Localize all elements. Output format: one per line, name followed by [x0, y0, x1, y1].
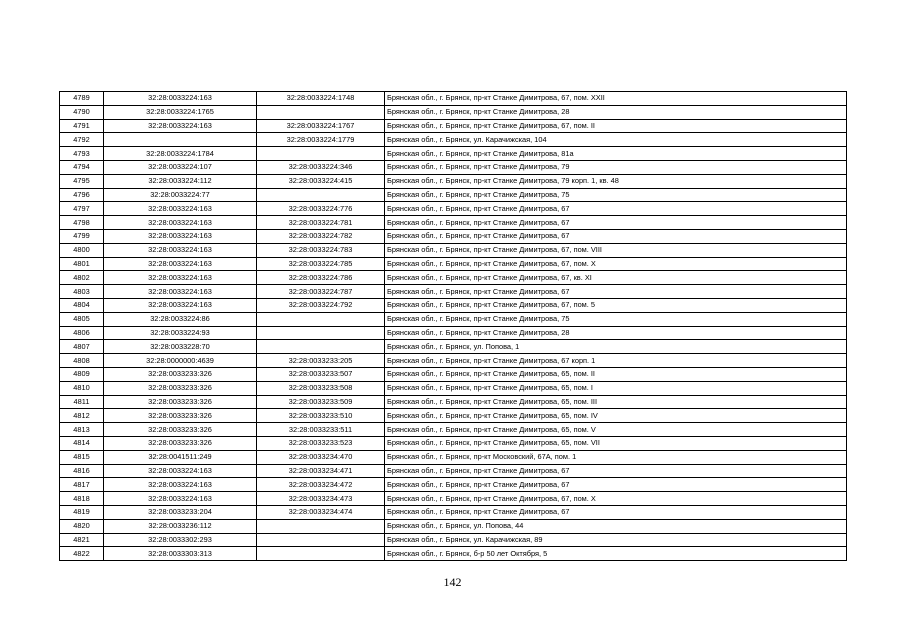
related-cadastral-number-cell: 32:28:0033233:510: [257, 409, 385, 423]
cadastral-number-cell: 32:28:0033224:107: [104, 160, 257, 174]
table-row: [60, 478, 847, 492]
related-cadastral-number-cell: [257, 147, 385, 161]
row-number-cell: 4813: [60, 423, 104, 437]
related-cadastral-number-cell: 32:28:0033224:792: [257, 298, 385, 312]
cadastral-number-cell: 32:28:0000000:4639: [104, 354, 257, 368]
table-row: [60, 312, 847, 326]
table-row: [60, 354, 847, 368]
related-cadastral-number-cell: 32:28:0033233:205: [257, 354, 385, 368]
row-number-cell: 4807: [60, 340, 104, 354]
row-number-cell: 4822: [60, 547, 104, 561]
table-row: [60, 188, 847, 202]
cadastral-number-cell: 32:28:0033233:326: [104, 436, 257, 450]
row-number-cell: 4821: [60, 533, 104, 547]
table-body: [60, 92, 847, 561]
table-row: [60, 464, 847, 478]
address-cell: Брянская обл., г. Брянск, ул. Попова, 44: [385, 519, 847, 533]
address-cell: Брянская обл., г. Брянск, ул. Карачижская, 104: [385, 133, 847, 147]
cadastral-number-cell: 32:28:0033224:163: [104, 285, 257, 299]
table-row: [60, 216, 847, 230]
row-number-cell: 4796: [60, 188, 104, 202]
row-number-cell: 4811: [60, 395, 104, 409]
address-cell: Брянская обл., г. Брянск, пр-кт Станке Димитрова, 67: [385, 202, 847, 216]
table-row: [60, 174, 847, 188]
row-number-cell: 4791: [60, 119, 104, 133]
related-cadastral-number-cell: 32:28:0033224:1779: [257, 133, 385, 147]
address-cell: Брянская обл., г. Брянск, пр-кт Станке Димитрова, 65, пом. IV: [385, 409, 847, 423]
table-row: [60, 285, 847, 299]
related-cadastral-number-cell: 32:28:0033233:523: [257, 436, 385, 450]
address-cell: Брянская обл., г. Брянск, пр-кт Станке Димитрова, 81а: [385, 147, 847, 161]
related-cadastral-number-cell: 32:28:0033233:507: [257, 367, 385, 381]
cadastral-number-cell: 32:28:0033302:293: [104, 533, 257, 547]
row-number-cell: 4814: [60, 436, 104, 450]
table-row: [60, 271, 847, 285]
related-cadastral-number-cell: 32:28:0033233:511: [257, 423, 385, 437]
address-cell: Брянская обл., г. Брянск, пр-кт Станке Димитрова, 79: [385, 160, 847, 174]
table-row: [60, 450, 847, 464]
address-cell: Брянская обл., г. Брянск, пр-кт Станке Димитрова, 65, пом. II: [385, 367, 847, 381]
table-row: [60, 243, 847, 257]
table-row: [60, 160, 847, 174]
row-number-cell: 4793: [60, 147, 104, 161]
row-number-cell: 4798: [60, 216, 104, 230]
cadastral-number-cell: 32:28:0033233:326: [104, 395, 257, 409]
related-cadastral-number-cell: 32:28:0033224:346: [257, 160, 385, 174]
address-cell: Брянская обл., г. Брянск, пр-кт Станке Димитрова, 67, пом. X: [385, 492, 847, 506]
related-cadastral-number-cell: 32:28:0033234:474: [257, 505, 385, 519]
address-cell: Брянская обл., г. Брянск, пр-кт Станке Димитрова, 28: [385, 105, 847, 119]
cadastral-number-cell: 32:28:0033233:326: [104, 381, 257, 395]
table-row: [60, 340, 847, 354]
address-cell: Брянская обл., г. Брянск, пр-кт Станке Димитрова, 67: [385, 229, 847, 243]
related-cadastral-number-cell: 32:28:0033234:472: [257, 478, 385, 492]
related-cadastral-number-cell: 32:28:0033233:509: [257, 395, 385, 409]
row-number-cell: 4808: [60, 354, 104, 368]
related-cadastral-number-cell: 32:28:0033234:470: [257, 450, 385, 464]
table-row: [60, 202, 847, 216]
cadastral-number-cell: 32:28:0033224:163: [104, 478, 257, 492]
row-number-cell: 4801: [60, 257, 104, 271]
cadastral-number-cell: 32:28:0033224:163: [104, 119, 257, 133]
cadastral-number-cell: 32:28:0033224:86: [104, 312, 257, 326]
cadastral-number-cell: 32:28:0033224:93: [104, 326, 257, 340]
cadastral-number-cell: 32:28:0033224:77: [104, 188, 257, 202]
row-number-cell: 4806: [60, 326, 104, 340]
address-cell: Брянская обл., г. Брянск, ул. Попова, 1: [385, 340, 847, 354]
row-number-cell: 4797: [60, 202, 104, 216]
address-cell: Брянская обл., г. Брянск, пр-кт Станке Димитрова, 75: [385, 188, 847, 202]
table-row: [60, 492, 847, 506]
cadastral-number-cell: 32:28:0033233:204: [104, 505, 257, 519]
table-row: [60, 519, 847, 533]
row-number-cell: 4812: [60, 409, 104, 423]
row-number-cell: 4803: [60, 285, 104, 299]
address-cell: Брянская обл., г. Брянск, пр-кт Станке Димитрова, 65, пом. V: [385, 423, 847, 437]
cadastral-number-cell: 32:28:0033233:326: [104, 423, 257, 437]
address-cell: Брянская обл., г. Брянск, б-р 50 лет Октября, 5: [385, 547, 847, 561]
related-cadastral-number-cell: [257, 340, 385, 354]
address-cell: Брянская обл., г. Брянск, ул. Карачижская, 89: [385, 533, 847, 547]
address-cell: Брянская обл., г. Брянск, пр-кт Станке Димитрова, 67 корп. 1: [385, 354, 847, 368]
cadastral-number-cell: 32:28:0041511:249: [104, 450, 257, 464]
cadastral-number-cell: 32:28:0033228:70: [104, 340, 257, 354]
related-cadastral-number-cell: 32:28:0033234:473: [257, 492, 385, 506]
row-number-cell: 4815: [60, 450, 104, 464]
address-cell: Брянская обл., г. Брянск, пр-кт Станке Димитрова, 67, пом. X: [385, 257, 847, 271]
table-row: [60, 133, 847, 147]
row-number-cell: 4800: [60, 243, 104, 257]
related-cadastral-number-cell: [257, 519, 385, 533]
table-row: [60, 367, 847, 381]
cadastral-number-cell: 32:28:0033224:163: [104, 229, 257, 243]
address-cell: Брянская обл., г. Брянск, пр-кт Станке Димитрова, 28: [385, 326, 847, 340]
related-cadastral-number-cell: 32:28:0033234:471: [257, 464, 385, 478]
table-row: [60, 533, 847, 547]
table-row: [60, 505, 847, 519]
table-row: [60, 423, 847, 437]
table-row: [60, 395, 847, 409]
table-row: [60, 119, 847, 133]
address-cell: Брянская обл., г. Брянск, пр-кт Станке Димитрова, 67: [385, 505, 847, 519]
cadastral-number-cell: 32:28:0033224:163: [104, 216, 257, 230]
address-cell: Брянская обл., г. Брянск, пр-кт Станке Димитрова, 67: [385, 478, 847, 492]
address-cell: Брянская обл., г. Брянск, пр-кт Станке Димитрова, 67, пом. VIII: [385, 243, 847, 257]
row-number-cell: 4805: [60, 312, 104, 326]
table-row: [60, 229, 847, 243]
address-cell: Брянская обл., г. Брянск, пр-кт Станке Димитрова, 65, пом. III: [385, 395, 847, 409]
row-number-cell: 4794: [60, 160, 104, 174]
cadastral-number-cell: 32:28:0033224:163: [104, 492, 257, 506]
related-cadastral-number-cell: [257, 326, 385, 340]
row-number-cell: 4817: [60, 478, 104, 492]
table-row: [60, 298, 847, 312]
row-number-cell: 4804: [60, 298, 104, 312]
address-cell: Брянская обл., г. Брянск, пр-кт Станке Димитрова, 67, пом. II: [385, 119, 847, 133]
row-number-cell: 4799: [60, 229, 104, 243]
cadastral-number-cell: 32:28:0033224:163: [104, 464, 257, 478]
address-cell: Брянская обл., г. Брянск, пр-кт Станке Димитрова, 67: [385, 464, 847, 478]
related-cadastral-number-cell: 32:28:0033224:783: [257, 243, 385, 257]
row-number-cell: 4810: [60, 381, 104, 395]
row-number-cell: 4819: [60, 505, 104, 519]
cadastral-number-cell: 32:28:0033233:326: [104, 409, 257, 423]
row-number-cell: 4816: [60, 464, 104, 478]
related-cadastral-number-cell: 32:28:0033224:415: [257, 174, 385, 188]
related-cadastral-number-cell: [257, 547, 385, 561]
related-cadastral-number-cell: 32:28:0033224:782: [257, 229, 385, 243]
row-number-cell: 4809: [60, 367, 104, 381]
address-cell: Брянская обл., г. Брянск, пр-кт Станке Димитрова, 79 корп. 1, кв. 48: [385, 174, 847, 188]
address-cell: Брянская обл., г. Брянск, пр-кт Станке Димитрова, 67, пом. 5: [385, 298, 847, 312]
related-cadastral-number-cell: 32:28:0033224:786: [257, 271, 385, 285]
row-number-cell: 4820: [60, 519, 104, 533]
related-cadastral-number-cell: 32:28:0033224:1767: [257, 119, 385, 133]
related-cadastral-number-cell: 32:28:0033224:785: [257, 257, 385, 271]
address-cell: Брянская обл., г. Брянск, пр-кт Станке Димитрова, 65, пом. I: [385, 381, 847, 395]
row-number-cell: 4792: [60, 133, 104, 147]
table-row: [60, 409, 847, 423]
cadastral-number-cell: [104, 133, 257, 147]
related-cadastral-number-cell: [257, 105, 385, 119]
related-cadastral-number-cell: [257, 533, 385, 547]
cadastral-number-cell: 32:28:0033224:163: [104, 92, 257, 106]
table-row: [60, 257, 847, 271]
row-number-cell: 4795: [60, 174, 104, 188]
related-cadastral-number-cell: 32:28:0033233:508: [257, 381, 385, 395]
cadastral-number-cell: 32:28:0033224:163: [104, 202, 257, 216]
related-cadastral-number-cell: 32:28:0033224:776: [257, 202, 385, 216]
row-number-cell: 4790: [60, 105, 104, 119]
row-number-cell: 4789: [60, 92, 104, 106]
related-cadastral-number-cell: 32:28:0033224:787: [257, 285, 385, 299]
related-cadastral-number-cell: [257, 188, 385, 202]
cadastral-number-cell: 32:28:0033224:163: [104, 257, 257, 271]
table-row: [60, 326, 847, 340]
cadastral-number-cell: 32:28:0033224:1765: [104, 105, 257, 119]
row-number-cell: 4802: [60, 271, 104, 285]
cadastral-table: [59, 91, 847, 561]
table-row: [60, 436, 847, 450]
address-cell: Брянская обл., г. Брянск, пр-кт Станке Димитрова, 67, пом. XXII: [385, 92, 847, 106]
related-cadastral-number-cell: 32:28:0033224:1748: [257, 92, 385, 106]
table-row: [60, 547, 847, 561]
cadastral-number-cell: 32:28:0033236:112: [104, 519, 257, 533]
address-cell: Брянская обл., г. Брянск, пр-кт Станке Димитрова, 67, кв. XI: [385, 271, 847, 285]
table-row: [60, 381, 847, 395]
address-cell: Брянская обл., г. Брянск, пр-кт Станке Димитрова, 67: [385, 285, 847, 299]
cadastral-number-cell: 32:28:0033233:326: [104, 367, 257, 381]
address-cell: Брянская обл., г. Брянск, пр-кт Станке Димитрова, 65, пом. VII: [385, 436, 847, 450]
cadastral-number-cell: 32:28:0033224:163: [104, 271, 257, 285]
address-cell: Брянская обл., г. Брянск, пр-кт Станке Димитрова, 67: [385, 216, 847, 230]
table-row: [60, 92, 847, 106]
table-row: [60, 147, 847, 161]
cadastral-number-cell: 32:28:0033224:163: [104, 243, 257, 257]
table-row: [60, 105, 847, 119]
cadastral-number-cell: 32:28:0033303:313: [104, 547, 257, 561]
page-number: 142: [443, 575, 462, 589]
address-cell: Брянская обл., г. Брянск, пр-кт Станке Димитрова, 75: [385, 312, 847, 326]
cadastral-number-cell: 32:28:0033224:1784: [104, 147, 257, 161]
cadastral-number-cell: 32:28:0033224:163: [104, 298, 257, 312]
related-cadastral-number-cell: 32:28:0033224:781: [257, 216, 385, 230]
related-cadastral-number-cell: [257, 312, 385, 326]
row-number-cell: 4818: [60, 492, 104, 506]
cadastral-number-cell: 32:28:0033224:112: [104, 174, 257, 188]
address-cell: Брянская обл., г. Брянск, пр-кт Московский, 67А, пом. 1: [385, 450, 847, 464]
